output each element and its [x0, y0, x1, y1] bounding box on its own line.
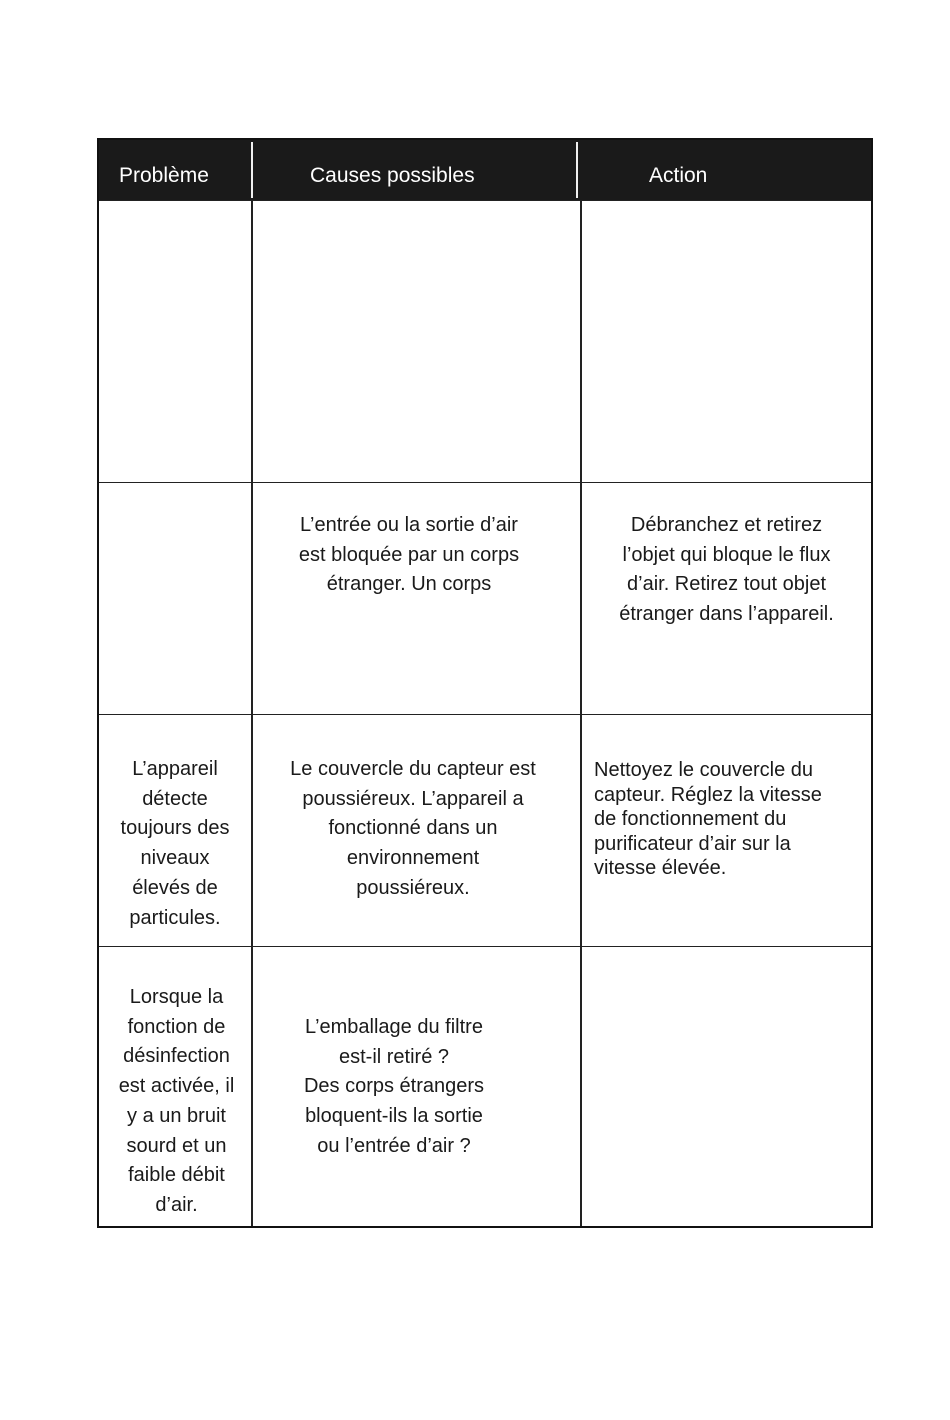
action-cell: Débranchez et retirez l’objet qui bloque le flux d’air. Retirez tout objet étranger dans l’appareil.	[619, 514, 834, 626]
table-row	[99, 714, 871, 946]
table-header	[99, 140, 871, 200]
troubleshooting-table	[97, 138, 873, 1228]
table-row	[99, 200, 871, 482]
table-row	[99, 946, 871, 1226]
causes-cell: L’entrée ou la sortie d’air est bloquée par un corps étranger. Un corps	[298, 514, 520, 596]
header-divider	[251, 142, 253, 198]
header-divider	[576, 142, 578, 198]
causes-cell: Le couvercle du capteur est poussiéreux. L’appareil a fonctionné dans un environnement poussiéreux.	[290, 758, 536, 899]
header-action: Action	[649, 164, 708, 187]
problem-cell: L’appareil détecte toujours des niveaux élevés de particules.	[120, 758, 230, 929]
header-causes: Causes possibles	[310, 164, 475, 187]
problem-cell: Lorsque la fonction de désinfection est activée, il y a un bruit sourd et un faible débit d’air.	[118, 986, 235, 1216]
causes-cell: L’emballage du filtre est-il retiré ? Des corps étrangers bloquent-ils la sortie ou l’entrée d’air ?	[303, 1016, 485, 1157]
action-cell: Nettoyez le couvercle du capteur. Réglez la vitesse de fonctionnement du purificateur d’air sur la vitesse élevée.	[594, 759, 822, 879]
header-problem: Problème	[119, 164, 209, 187]
table-row	[99, 482, 871, 714]
